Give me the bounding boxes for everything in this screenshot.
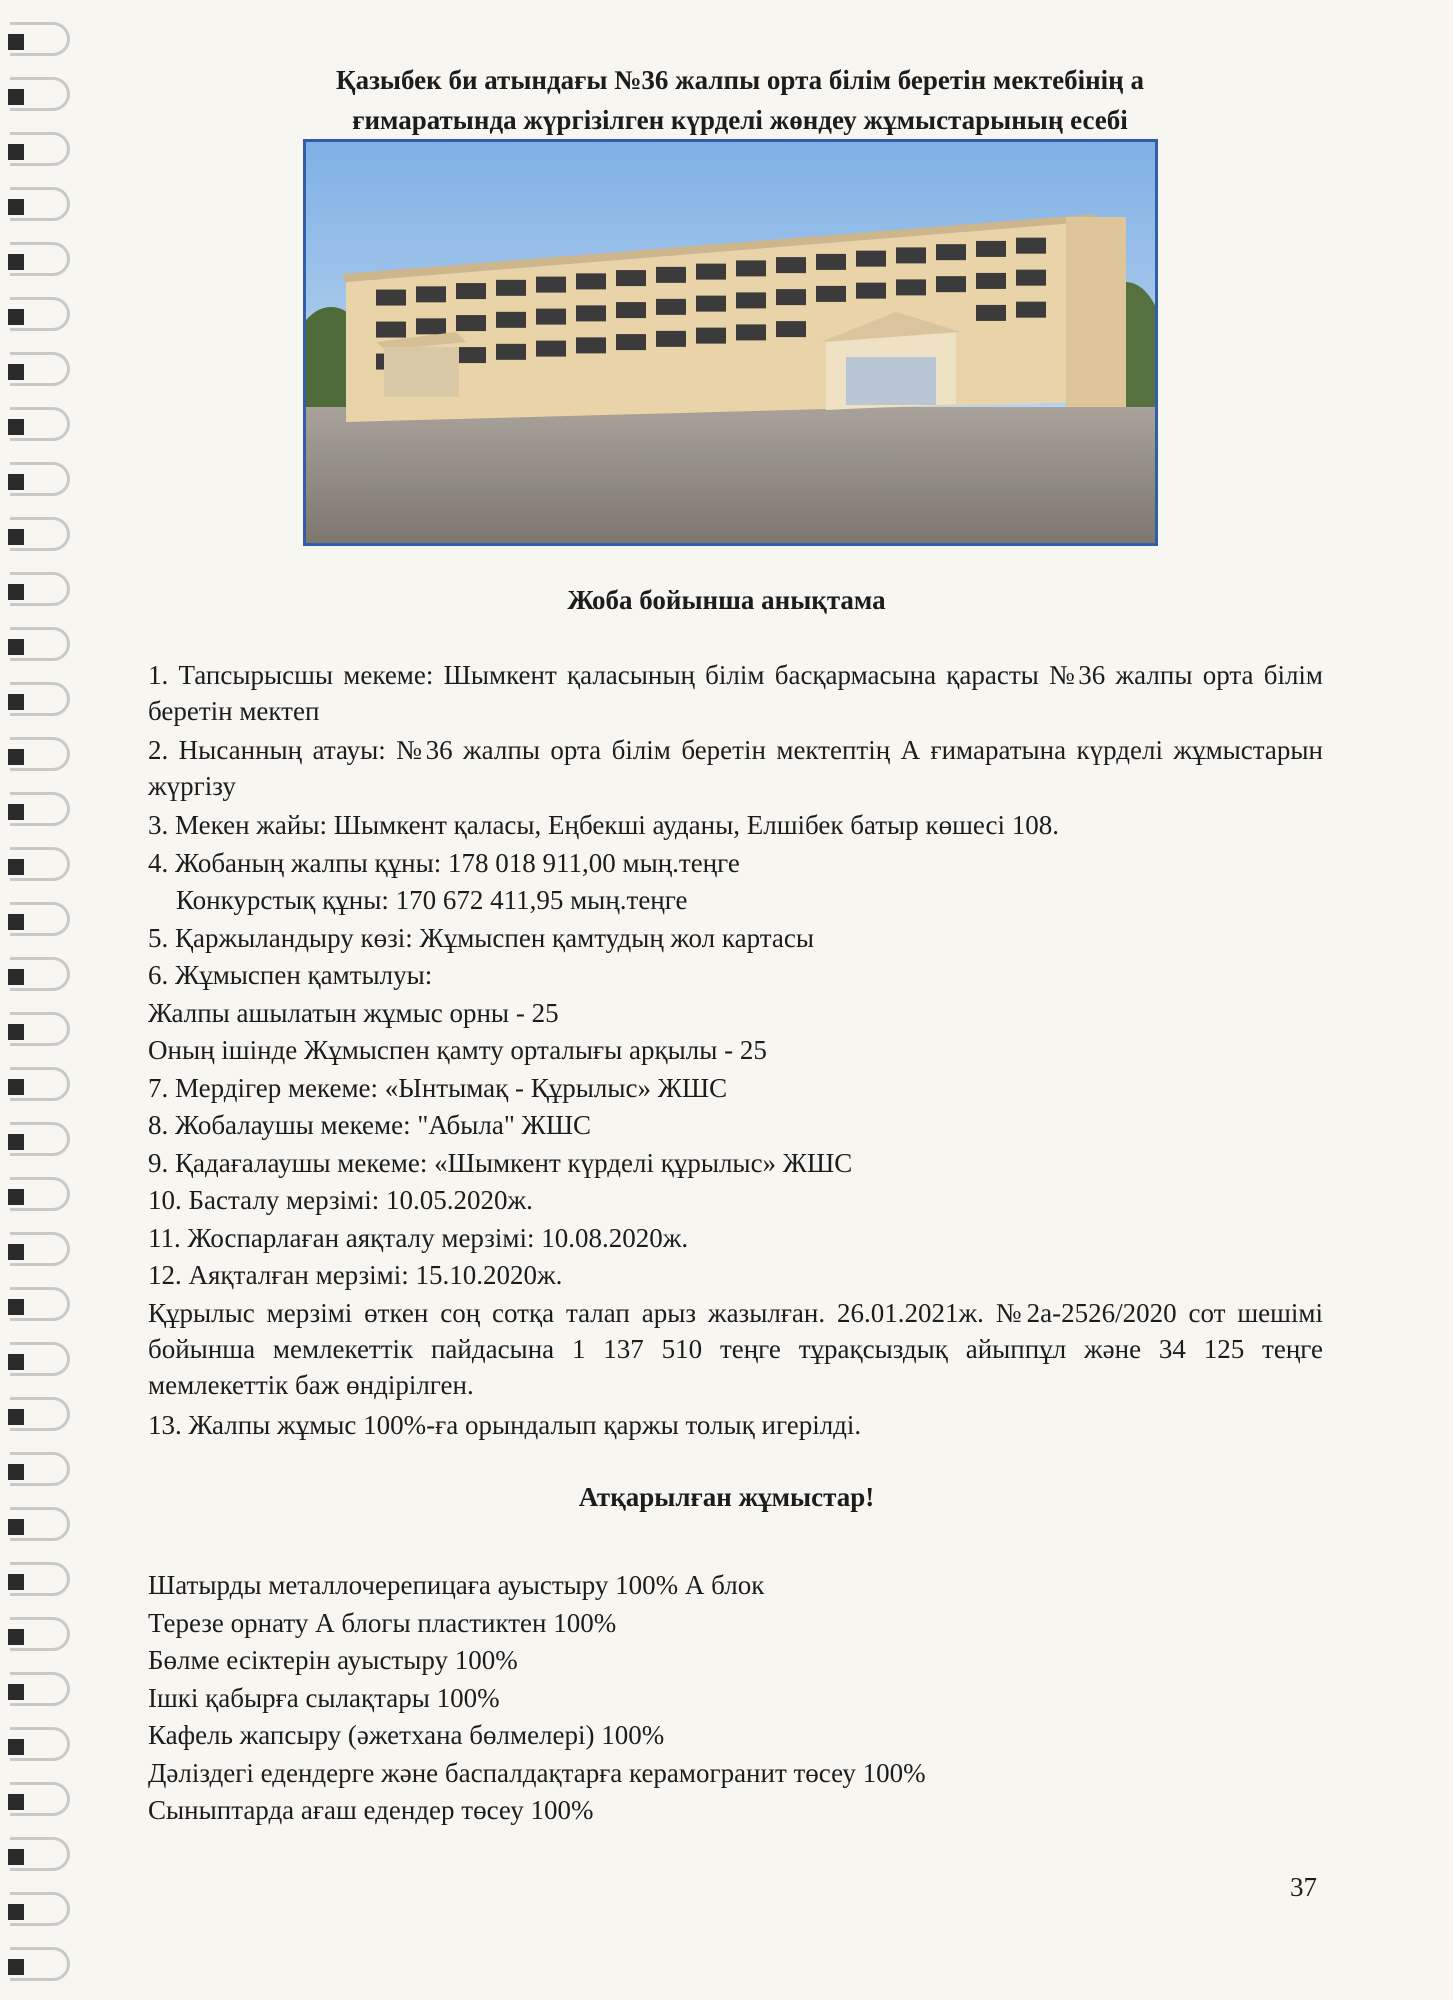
building-window [736, 292, 766, 308]
project-item-3: 3. Мекен жайы: Шымкент қаласы, Еңбекші ауданы, Елшібек батыр көшесі 108. [148, 810, 1059, 840]
school-building-photo [303, 139, 1158, 546]
court-note: Құрылыс мерзімі өткен соң сотқа талап арыз жазылған. 26.01.2021ж. №2а-2526/2020 сот шешімі бойынша мемлекеттік пайдасына 1 137 510 теңге тұрақсыздық айыппұл және 34 125 теңге мемлекеттік баж өндірілген. [148, 1298, 1323, 1400]
building-window [776, 321, 806, 337]
project-item-8: 8. Жобалаушы мекеме: "Абыла" ЖШС [148, 1110, 592, 1140]
binding-coil [0, 415, 78, 437]
works-item-7: Сыныптарда ағаш едендер төсеу 100% [148, 1795, 594, 1825]
works-item-4: Ішкі қабырға сылақтары 100% [148, 1683, 500, 1713]
building-window [656, 299, 686, 315]
binding-coil [0, 250, 78, 272]
building-window [776, 257, 806, 273]
binding-coil [0, 1845, 78, 1867]
building-window [376, 290, 406, 306]
binding-coil [0, 1020, 78, 1042]
building-window [976, 273, 1006, 289]
binding-coil [0, 910, 78, 932]
building-window [896, 279, 926, 295]
project-item-1: 1. Тапсырысшы мекеме: Шымкент қаласының білім басқармасына қарасты №36 жалпы орта білім беретін мектеп [148, 660, 1323, 726]
binding-coil [0, 800, 78, 822]
building-window [856, 283, 886, 299]
building-window [496, 344, 526, 360]
building-window [656, 331, 686, 347]
building-window [936, 244, 966, 260]
project-item-12: 12. Аяқталған мерзімі: 15.10.2020ж. [148, 1260, 563, 1290]
binding-coil [0, 965, 78, 987]
building-window [696, 264, 726, 280]
building-window [696, 328, 726, 344]
project-item-4-competitive: Конкурстық құны: 170 672 411,95 мың.теңге [176, 885, 688, 915]
binding-coil [0, 30, 78, 52]
building-window [856, 251, 886, 267]
works-item-6: Дәліздегі едендерге және баспалдақтарға керамогранит төсеу 100% [148, 1758, 926, 1788]
binding-coil [0, 690, 78, 712]
building-window [1016, 302, 1046, 318]
works-item-3: Бөлме есіктерін ауыстыру 100% [148, 1645, 518, 1675]
building-window [416, 286, 446, 302]
building-window [536, 341, 566, 357]
project-item-6: 6. Жұмыспен қамтылуы: [148, 960, 433, 990]
project-item-4: 4. Жобаның жалпы құны: 178 018 911,00 мың.теңге [148, 848, 740, 878]
binding-coil [0, 1405, 78, 1427]
building-window [816, 254, 846, 270]
building-window [416, 318, 446, 334]
binding-coil [0, 305, 78, 327]
binding-coil [0, 1955, 78, 1977]
binding-coil [0, 1295, 78, 1317]
binding-coil [0, 855, 78, 877]
building-window [656, 267, 686, 283]
building-window [616, 334, 646, 350]
building-window [976, 305, 1006, 321]
project-item-10: 10. Басталу мерзімі: 10.05.2020ж. [148, 1185, 533, 1215]
binding-coil [0, 1075, 78, 1097]
building-window [576, 273, 606, 289]
building-window [456, 347, 486, 363]
building-window [496, 312, 526, 328]
binding-coil [0, 1625, 78, 1647]
binding-coil [0, 1515, 78, 1537]
project-item-13: 13. Жалпы жұмыс 100%-ға орындалып қаржы толық игерілді. [148, 1410, 862, 1440]
binding-coil [0, 1350, 78, 1372]
building-window [696, 296, 726, 312]
building-window [736, 260, 766, 276]
project-item-2: 2. Нысанның атауы: №36 жалпы орта білім беретін мектептің А ғимаратына күрделі жұмыстарын жүргізу [148, 735, 1323, 801]
building-window [616, 270, 646, 286]
binding-coil [0, 1790, 78, 1812]
project-heading: Жоба бойынша анықтама [567, 585, 886, 615]
title-line-1: Қазыбек би атындағы №36 жалпы орта білім беретін мектебінің а [336, 65, 1144, 95]
binding-coil [0, 1460, 78, 1482]
binding-coil [0, 1185, 78, 1207]
binding-coil [0, 1130, 78, 1152]
building-window [736, 324, 766, 340]
binding-coil [0, 1240, 78, 1262]
binding-coil [0, 1680, 78, 1702]
building-window [1016, 270, 1046, 286]
binding-coil [0, 360, 78, 382]
building-window [576, 305, 606, 321]
works-item-1: Шатырды металлочерепицаға ауыстыру 100% А блок [148, 1570, 765, 1600]
binding-coil [0, 1900, 78, 1922]
building-window [616, 302, 646, 318]
works-item-5: Кафель жапсыру (әжетхана бөлмелері) 100% [148, 1720, 665, 1750]
binding-coil [0, 635, 78, 657]
project-item-6-center: Оның ішінде Жұмыспен қамту орталығы арқылы - 25 [148, 1035, 767, 1065]
binding-coil [0, 470, 78, 492]
binding-coil [0, 140, 78, 162]
project-item-9: 9. Қадағалаушы мекеме: «Шымкент күрделі құрылыс» ЖШС [148, 1148, 853, 1178]
building-window [776, 289, 806, 305]
building-window [376, 322, 406, 338]
project-item-11: 11. Жоспарлаған аяқталу мерзімі: 10.08.2020ж. [148, 1223, 689, 1253]
binding-coil [0, 1570, 78, 1592]
spiral-binding [0, 0, 80, 2000]
title-line-2: ғимаратында жүргізілген күрделі жөндеу жұмыстарының есебі [352, 105, 1128, 135]
works-item-2: Терезе орнату А блогы пластиктен 100% [148, 1608, 617, 1638]
building-window [536, 309, 566, 325]
building-window [496, 280, 526, 296]
building-window [936, 276, 966, 292]
building-window [456, 283, 486, 299]
project-item-6-total: Жалпы ашылатын жұмыс орны - 25 [148, 998, 559, 1028]
binding-coil [0, 525, 78, 547]
binding-coil [0, 195, 78, 217]
binding-coil [0, 85, 78, 107]
project-item-7: 7. Мердігер мекеме: «Ынтымақ - Құрылыс» ЖШС [148, 1073, 728, 1103]
building-window [896, 247, 926, 263]
page-number: 37 [1290, 1872, 1317, 1902]
building-window [976, 241, 1006, 257]
building-window [456, 315, 486, 331]
building-window [576, 337, 606, 353]
works-heading: Атқарылған жұмыстар! [578, 1482, 875, 1512]
document-title [200, 60, 1280, 140]
building-window [816, 286, 846, 302]
project-item-5: 5. Қаржыландыру көзі: Жұмыспен қамтудың жол картасы [148, 923, 814, 953]
binding-coil [0, 745, 78, 767]
binding-coil [0, 1735, 78, 1757]
building-illustration [306, 142, 1155, 543]
building-window [1016, 238, 1046, 254]
building-window [536, 277, 566, 293]
